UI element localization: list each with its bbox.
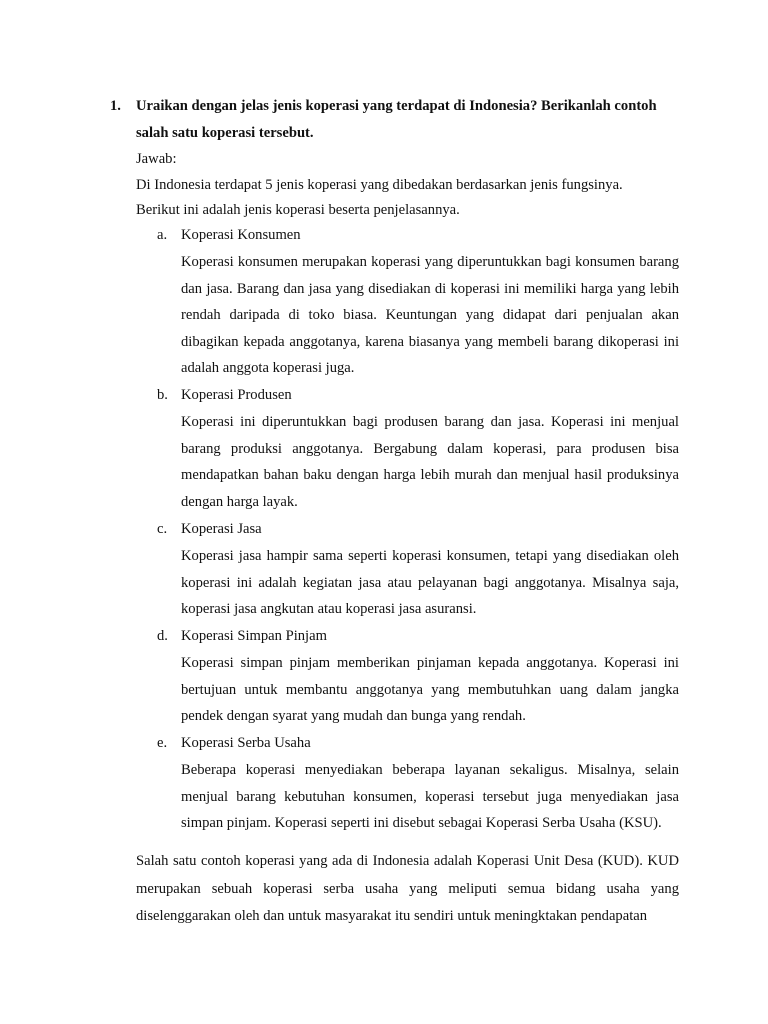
answer-label: Jawab:	[136, 151, 177, 167]
cooperative-type-list	[136, 222, 679, 840]
item-letter: b.	[157, 387, 168, 403]
item-title: Koperasi Jasa	[181, 521, 262, 537]
list-item	[136, 382, 679, 516]
list-item	[136, 222, 679, 382]
item-letter: e.	[157, 735, 168, 751]
item-title: Koperasi Produsen	[181, 387, 292, 403]
item-title: Koperasi Konsumen	[181, 227, 301, 243]
question-number: 1.	[110, 98, 121, 114]
list-item	[136, 516, 679, 623]
closing-paragraph: Salah satu contoh koperasi yang ada di Indonesia adalah Koperasi Unit Desa (KUD). KUD merupakan sebuah koperasi serba usaha yang meliputi semua bidang usaha yang diselenggarakan oleh dan untuk masyarakat itu sendiri untuk meningktakan pendapatan	[136, 853, 679, 924]
item-description: Koperasi ini diperuntukkan bagi produsen barang dan jasa. Koperasi ini menjual barang produksi anggotanya. Bergabung dalam koperasi, para produsen bisa mendapatkan bahan baku dengan harga lebih murah dan menjual hasil produksinya dengan harga layak.	[181, 414, 679, 510]
item-description: Koperasi konsumen merupakan koperasi yang diperuntukkan bagi konsumen barang dan jasa. Barang dan jasa yang disediakan di koperasi ini memiliki harga yang lebih rendah daripada di toko biasa. Keuntungan yang didapat dari penjualan akan dibagikan kepada anggotanya, karena biasanya yang membeli barang dikoperasi ini adalah anggota koperasi juga.	[181, 254, 679, 377]
item-letter: d.	[157, 628, 168, 644]
item-description: Koperasi jasa hampir sama seperti koperasi konsumen, tetapi yang disediakan oleh koperasi ini adalah kegiatan jasa atau pelayanan bagi anggotanya. Misalnya saja, koperasi jasa angkutan atau koperasi jasa asuransi.	[181, 548, 679, 618]
list-item	[136, 730, 679, 840]
answer-intro-1: Di Indonesia terdapat 5 jenis koperasi yang dibedakan berdasarkan jenis fungsinya.	[136, 177, 623, 193]
item-title: Koperasi Serba Usaha	[181, 735, 311, 751]
item-letter: a.	[157, 227, 168, 243]
item-description: Beberapa koperasi menyediakan beberapa layanan sekaligus. Misalnya, selain menjual barang kebutuhan konsumen, koperasi tersebut juga menyediakan jasa simpan pinjam. Koperasi seperti ini disebut sebagai Koperasi Serba Usaha (KSU).	[181, 762, 679, 832]
list-item	[136, 623, 679, 730]
item-description: Koperasi simpan pinjam memberikan pinjaman kepada anggotanya. Koperasi ini bertujuan untuk membantu anggotanya yang membutuhkan uang dalam jangka pendek dengan syarat yang mudah dan bunga yang rendah.	[181, 655, 679, 725]
answer-intro-2: Berikut ini adalah jenis koperasi beserta penjelasannya.	[136, 202, 460, 218]
item-title: Koperasi Simpan Pinjam	[181, 628, 327, 644]
question-text: Uraikan dengan jelas jenis koperasi yang terdapat di Indonesia? Berikanlah contoh salah satu koperasi tersebut.	[136, 98, 657, 141]
item-letter: c.	[157, 521, 168, 537]
